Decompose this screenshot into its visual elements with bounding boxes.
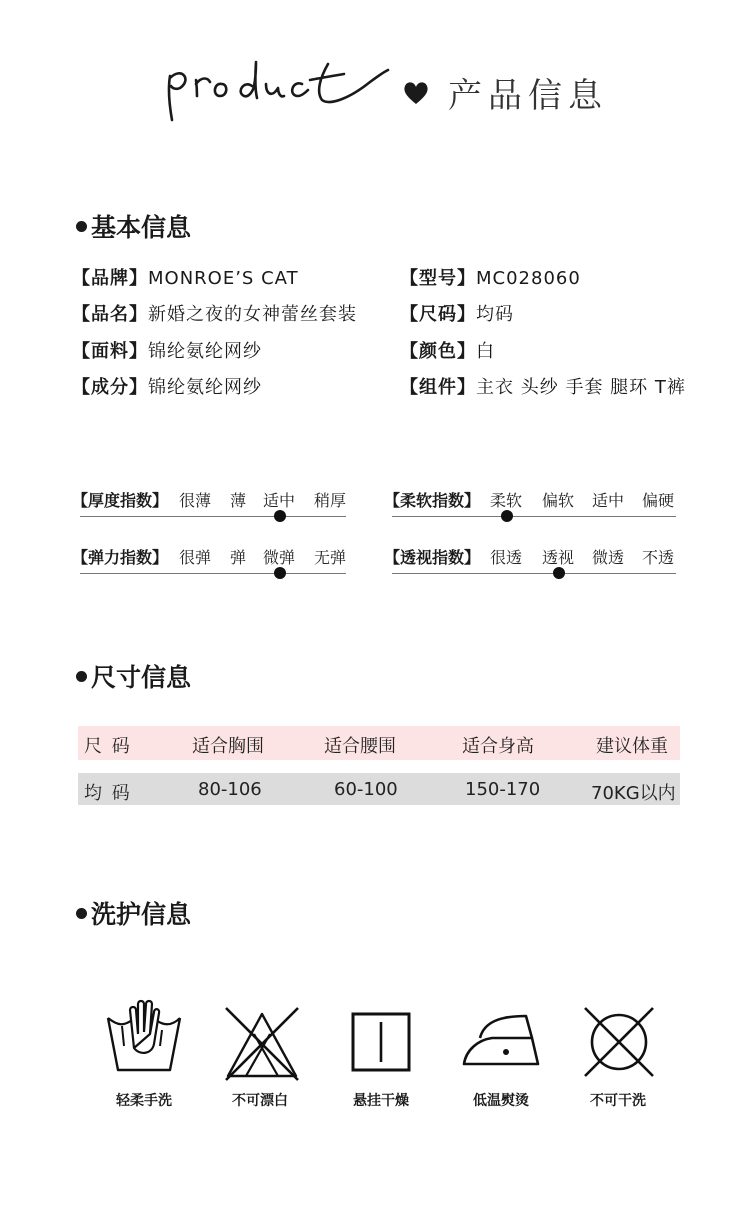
index-option: 很弹 bbox=[179, 548, 212, 567]
info-row bbox=[400, 337, 495, 363]
section-title-text: 基本信息 bbox=[91, 213, 192, 242]
index-marker bbox=[274, 510, 286, 522]
table-header-cell: 适合腰围 bbox=[324, 736, 396, 757]
bullet-icon bbox=[76, 221, 87, 232]
index-marker bbox=[501, 510, 513, 522]
index-scale-line bbox=[80, 516, 346, 517]
index-label: 【透视指数】 bbox=[384, 548, 481, 567]
bullet-icon bbox=[76, 671, 87, 682]
index-option: 微透 bbox=[592, 548, 625, 567]
index-scale-line bbox=[80, 573, 346, 574]
no-dry-clean-icon bbox=[579, 1002, 659, 1082]
info-key: 【面料】 bbox=[72, 341, 148, 362]
info-row bbox=[72, 337, 262, 363]
info-row bbox=[72, 300, 357, 326]
care-label: 不可漂白 bbox=[232, 1093, 288, 1109]
bullet-icon bbox=[76, 908, 87, 919]
care-label: 悬挂干燥 bbox=[353, 1093, 409, 1109]
info-value: 均码 bbox=[476, 304, 514, 325]
table-cell: 80-106 bbox=[198, 779, 262, 800]
info-key: 【品牌】 bbox=[72, 268, 148, 289]
index-option: 很薄 bbox=[179, 491, 212, 510]
index-option: 弹 bbox=[230, 548, 247, 567]
info-key: 【品名】 bbox=[72, 304, 148, 325]
table-header-cell: 适合胸围 bbox=[192, 736, 264, 757]
section-title-care bbox=[76, 895, 191, 931]
section-title-text: 洗护信息 bbox=[91, 900, 192, 929]
index-option: 稍厚 bbox=[314, 491, 347, 510]
index-marker bbox=[553, 567, 565, 579]
index-option: 很透 bbox=[490, 548, 523, 567]
info-value: MC028060 bbox=[476, 268, 581, 289]
info-key: 【尺码】 bbox=[400, 304, 476, 325]
index-option: 不透 bbox=[642, 548, 675, 567]
info-value: 新婚之夜的女神蕾丝套装 bbox=[148, 304, 357, 325]
low-iron-icon bbox=[460, 1004, 540, 1084]
index-marker bbox=[274, 567, 286, 579]
info-key: 【型号】 bbox=[400, 268, 476, 289]
info-value: 锦纶氨纶网纱 bbox=[148, 377, 262, 398]
hand-wash-icon bbox=[104, 996, 184, 1076]
info-row bbox=[400, 264, 581, 290]
section-title-size bbox=[76, 658, 191, 694]
info-value: 白 bbox=[476, 341, 495, 362]
info-row bbox=[72, 264, 299, 290]
table-cell: 60-100 bbox=[334, 779, 398, 800]
index-option: 无弹 bbox=[314, 548, 347, 567]
section-title-basic bbox=[76, 208, 191, 244]
table-header-cell: 适合身高 bbox=[462, 736, 534, 757]
info-value: MONROE’S CAT bbox=[148, 268, 299, 289]
heart-icon bbox=[402, 80, 430, 106]
index-option: 适中 bbox=[263, 491, 296, 510]
info-value: 主衣 头纱 手套 腿环 T裤 bbox=[476, 377, 686, 398]
care-label: 不可干洗 bbox=[590, 1093, 646, 1109]
table-header-cell: 尺 码 bbox=[84, 736, 132, 757]
index-label: 【厚度指数】 bbox=[72, 491, 169, 510]
info-row bbox=[400, 300, 514, 326]
table-cell: 150-170 bbox=[465, 779, 541, 800]
info-key: 【成分】 bbox=[72, 377, 148, 398]
no-bleach-icon bbox=[222, 1004, 302, 1084]
index-option: 透视 bbox=[542, 548, 575, 567]
page-title: 产品信息 bbox=[448, 76, 608, 116]
index-option: 适中 bbox=[592, 491, 625, 510]
section-title-text: 尺寸信息 bbox=[91, 663, 192, 692]
info-key: 【颜色】 bbox=[400, 341, 476, 362]
info-row bbox=[72, 373, 262, 399]
info-key: 【组件】 bbox=[400, 377, 476, 398]
care-label: 低温熨烫 bbox=[473, 1093, 529, 1109]
index-label: 【柔软指数】 bbox=[384, 491, 481, 510]
index-option: 柔软 bbox=[490, 491, 523, 510]
index-label: 【弹力指数】 bbox=[72, 548, 169, 567]
hang-dry-icon bbox=[341, 1004, 421, 1084]
table-cell: 70KG以内 bbox=[591, 783, 676, 804]
index-scale-line bbox=[392, 516, 676, 517]
index-option: 偏软 bbox=[542, 491, 575, 510]
product-script-logo bbox=[160, 58, 395, 130]
table-header-cell: 建议体重 bbox=[596, 736, 668, 757]
info-row bbox=[400, 373, 686, 399]
index-option: 微弹 bbox=[263, 548, 296, 567]
index-option: 薄 bbox=[230, 491, 247, 510]
index-option: 偏硬 bbox=[642, 491, 675, 510]
info-value: 锦纶氨纶网纱 bbox=[148, 341, 262, 362]
index-scale-line bbox=[392, 573, 676, 574]
table-cell: 均 码 bbox=[84, 783, 132, 804]
care-label: 轻柔手洗 bbox=[116, 1093, 172, 1109]
